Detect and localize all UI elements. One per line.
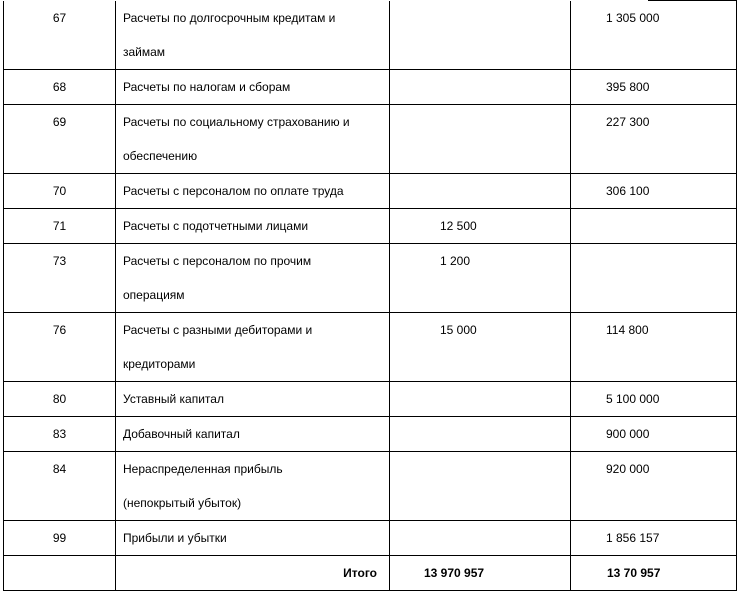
account-name-cell [116, 70, 390, 105]
account-name-line: операциям [123, 288, 185, 302]
credit-balance-cell: 306 100 [571, 174, 737, 209]
table-row [4, 70, 737, 105]
account-name-line: Прибыли и убытки [123, 531, 227, 545]
account-code-cell: 68 [4, 70, 116, 105]
account-name-cell [116, 417, 390, 452]
account-name-cell [116, 1, 390, 70]
credit-balance-cell [571, 209, 737, 244]
credit-balance-cell: 920 000 [571, 452, 737, 521]
table-row [4, 521, 737, 556]
debit-balance-cell [390, 174, 571, 209]
account-name-cell [116, 521, 390, 556]
debit-balance-cell [390, 382, 571, 417]
table-row [4, 209, 737, 244]
account-code-cell: 69 [4, 105, 116, 174]
credit-balance-cell: 1 856 157 [571, 521, 737, 556]
account-name-cell [116, 174, 390, 209]
total-label: Итого [116, 556, 390, 591]
table-row [4, 1, 737, 70]
debit-balance-cell: 12 500 [390, 209, 571, 244]
debit-balance-cell: 1 200 [390, 244, 571, 313]
account-code-cell: 73 [4, 244, 116, 313]
table-row [4, 174, 737, 209]
total-debit-cell: 13 970 957 [390, 556, 571, 591]
account-code-cell: 76 [4, 313, 116, 382]
accounts-balance-table [3, 0, 737, 591]
account-name-line: Уставный капитал [123, 392, 224, 406]
total-row [4, 556, 737, 591]
debit-balance-cell [390, 70, 571, 105]
debit-balance-cell [390, 105, 571, 174]
account-name-line: займам [123, 45, 166, 59]
table-row [4, 105, 737, 174]
debit-balance-cell: 15 000 [390, 313, 571, 382]
debit-balance-cell [390, 452, 571, 521]
credit-balance-cell: 227 300 [571, 105, 737, 174]
credit-balance-cell: 1 305 000 [571, 1, 737, 70]
debit-balance-cell [390, 417, 571, 452]
credit-balance-cell: 900 000 [571, 417, 737, 452]
account-name-line: Расчеты по социальному страхованию и [123, 115, 350, 129]
account-code-cell: 83 [4, 417, 116, 452]
account-name-line: Расчеты с разными дебиторами и [123, 323, 313, 337]
total-empty-cell [4, 556, 116, 591]
account-name-cell [116, 382, 390, 417]
account-name-cell [116, 105, 390, 174]
account-name-line: Расчеты по долгосрочным кредитам и [123, 11, 336, 25]
total-credit-cell: 13 70 957 [571, 556, 737, 591]
debit-balance-cell [390, 1, 571, 70]
page-top-edge [0, 0, 648, 1]
table-row [4, 382, 737, 417]
account-name-line: Добавочный капитал [123, 427, 240, 441]
credit-balance-cell: 5 100 000 [571, 382, 737, 417]
account-name-line: Расчеты с подотчетными лицами [123, 219, 309, 233]
table-row [4, 452, 737, 521]
credit-balance-cell [571, 244, 737, 313]
table-row [4, 417, 737, 452]
account-name-cell [116, 452, 390, 521]
account-name-line: (непокрытый убыток) [123, 496, 242, 510]
account-name-line: кредиторами [123, 357, 196, 371]
account-code-cell: 99 [4, 521, 116, 556]
account-code-cell: 84 [4, 452, 116, 521]
table-row [4, 313, 737, 382]
credit-balance-cell: 395 800 [571, 70, 737, 105]
debit-balance-cell [390, 521, 571, 556]
account-code-cell: 70 [4, 174, 116, 209]
account-name-line: Расчеты с персоналом по прочим [123, 254, 312, 268]
account-name-line: Расчеты по налогам и сборам [123, 80, 291, 94]
credit-balance-cell: 114 800 [571, 313, 737, 382]
account-name-line: Расчеты с персоналом по оплате труда [123, 184, 344, 198]
table-body [4, 1, 737, 591]
account-code-cell: 67 [4, 1, 116, 70]
account-name-line: Нераспределенная прибыль [123, 462, 283, 476]
account-code-cell: 80 [4, 382, 116, 417]
account-code-cell: 71 [4, 209, 116, 244]
table-row [4, 244, 737, 313]
account-name-cell [116, 209, 390, 244]
account-name-line: обеспечению [123, 149, 198, 163]
account-name-cell [116, 244, 390, 313]
account-name-cell [116, 313, 390, 382]
